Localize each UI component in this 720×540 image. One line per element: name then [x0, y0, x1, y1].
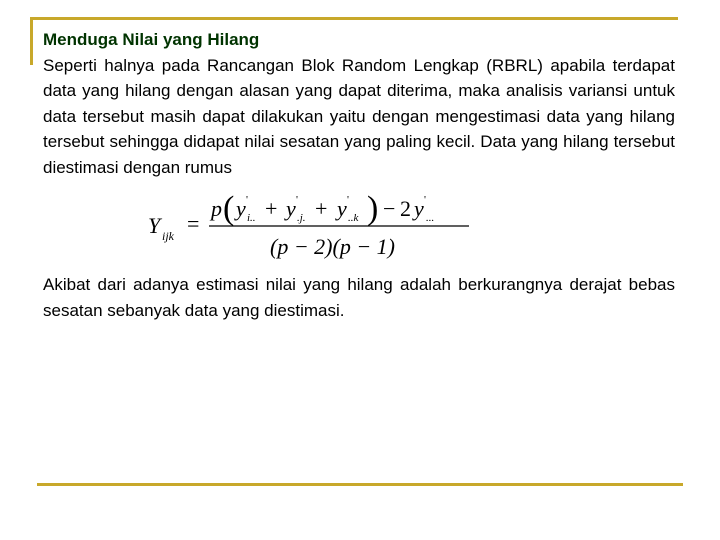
- formula-term2: y: [286, 196, 296, 221]
- formula-prime-1: ': [246, 194, 248, 206]
- formula-equals: =: [187, 211, 200, 236]
- formula-prime-4: ': [424, 194, 426, 206]
- formula-term1: y: [236, 196, 246, 221]
- formula-svg: [143, 186, 483, 264]
- frame-left-line: [30, 17, 33, 65]
- formula-denominator: (p − 2)(p − 1): [270, 234, 395, 259]
- formula-p: p: [211, 196, 222, 221]
- formula-lhs-sub: ijk: [162, 229, 174, 243]
- formula-term4: y: [414, 196, 424, 221]
- slide-content: [43, 27, 675, 323]
- frame-top-line: [30, 17, 678, 20]
- formula-prime-2: ': [296, 194, 298, 206]
- formula: [43, 186, 675, 264]
- formula-term3-sub: ..k: [348, 212, 359, 224]
- paragraph-intro: Seperti halnya pada Rancangan Blok Random Lengkap (RBRL) apabila terdapat data yang hilang dengan alasan yang dapat diterima, maka analisis variansi untuk data tersebut masih dapat dilakukan yaitu dengan mengestimasi data yang hilang tersebut sehingga didapat nilai sesatan yang paling kecil. Data yang hilang tersebut diestimasi dengan rumus: [43, 55, 675, 177]
- formula-plus-1: +: [265, 196, 278, 221]
- paragraph-conclusion: Akibat dari adanya estimasi nilai yang hilang adalah berkurangnya derajat bebas sesatan sebanyak data yang diestimasi.: [43, 275, 675, 320]
- formula-lhs: Y: [148, 213, 161, 238]
- formula-close-paren: ): [367, 190, 379, 227]
- formula-term2-sub: .j.: [297, 212, 306, 224]
- formula-plus-2: +: [315, 196, 328, 221]
- formula-open-paren: (: [223, 190, 235, 227]
- formula-minus: −: [383, 196, 396, 221]
- formula-term4-sub: ...: [426, 212, 435, 224]
- slide-title: Menduga Nilai yang Hilang: [43, 30, 260, 49]
- formula-term1-sub: i..: [247, 212, 256, 224]
- formula-prime-3: ': [347, 194, 349, 206]
- frame-bottom-line: [37, 483, 683, 486]
- formula-term3: y: [337, 196, 347, 221]
- formula-coef: 2: [400, 196, 411, 221]
